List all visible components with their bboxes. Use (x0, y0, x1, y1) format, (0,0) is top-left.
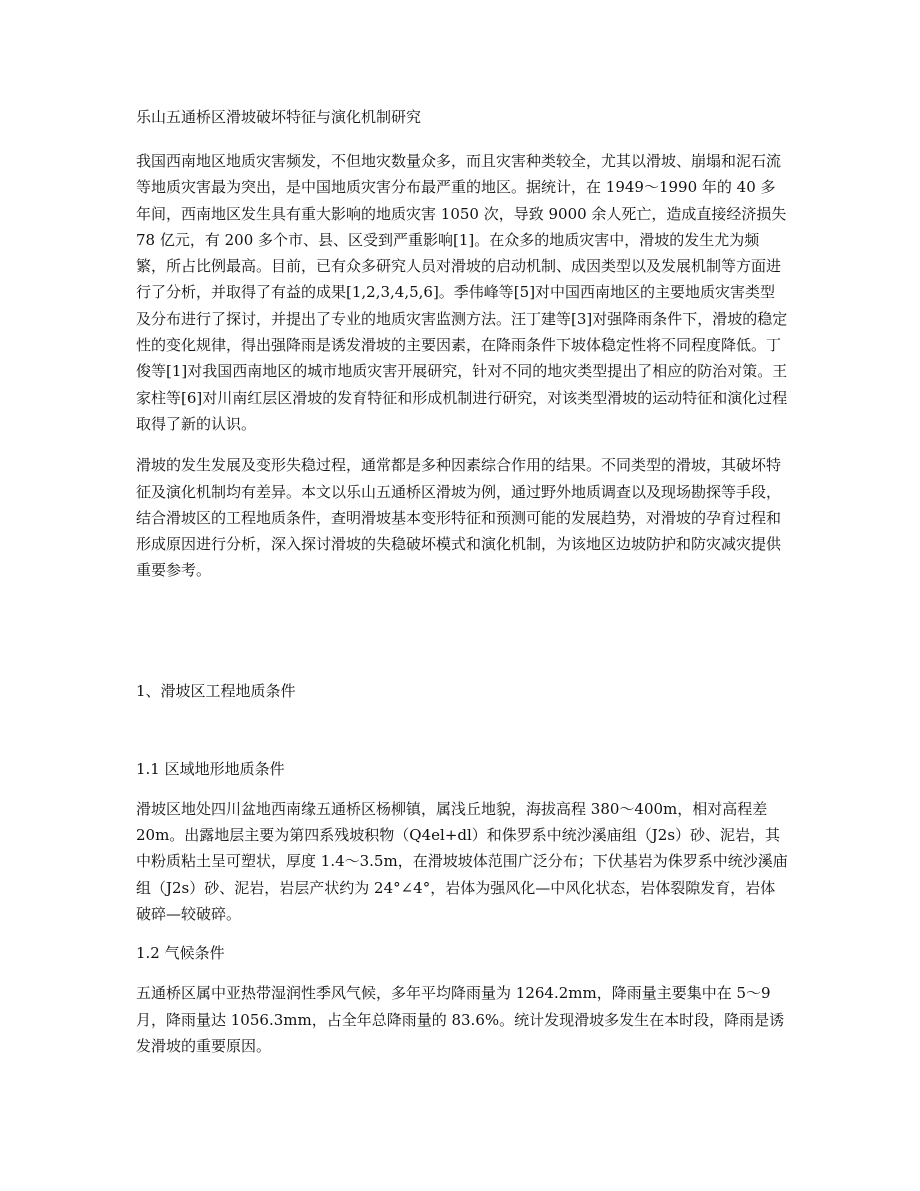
subsection-paragraph-1-1: 滑坡区地处四川盆地西南缘五通桥区杨柳镇，属浅丘地貌，海拔高程 380～400m，相对高程差 20m。出露地层主要为第四系残坡积物（Q4el+dl）和侏罗系中统沙溪庙组（J2s）砂、泥岩，其中粉质粘土呈可塑状，厚度 1.4～3.5m，在滑坡坡体范围广泛分布；下伏基岩为侏罗系中统沙溪庙组（J2s）砂、泥岩，岩层产状约为 24°∠4°，岩体为强风化—中风化状态，岩体裂隙发育，岩体破碎—较破碎。 (136, 799, 788, 923)
document-page (136, 104, 788, 1059)
intro-paragraph-1: 我国西南地区地质灾害频发，不但地灾数量众多，而且灾害种类较全，尤其以滑坡、崩塌和泥石流等地质灾害最为突出，是中国地质灾害分布最严重的地区。据统计，在 1949～1990 年的 40 多年间，西南地区发生具有重大影响的地质灾害 1050 次，导致 9000 余人死亡，造成直接经济损失 78 亿元，有 200 多个市、县、区受到严重影响[1]。在众多的地质灾害中，滑坡的发生尤为频繁，所占比例最高。目前，已有众多研究人员对滑坡的启动机制、成因类型以及发展机制等方面进行了分析，并取得了有益的成果[1,2,3,4,5,6]。季伟峰等[5]对中国西南地区的主要地质灾害类型及分布进行了探讨，并提出了专业的地质灾害监测方法。汪丁建等[3]对强降雨条件下，滑坡的稳定性的变化规律，得出强降雨是诱发滑坡的主要因素，在降雨条件下坡体稳定性将不同程度降低。丁俊等[1]对我国西南地区的城市地质灾害开展研究，针对不同的地灾类型提出了相应的防治对策。王家柱等[6]对川南红层区滑坡的发育特征和形成机制进行研究，对该类型滑坡的运动特征和演化过程取得了新的认识。 (136, 152, 788, 433)
section-heading-1: 1、滑坡区工程地质条件 (136, 681, 296, 700)
subsection-heading-1-1: 1.1 区域地形地质条件 (136, 759, 285, 778)
document-title: 乐山五通桥区滑坡破坏特征与演化机制研究 (136, 108, 422, 126)
intro-paragraph-2: 滑坡的发生发展及变形失稳过程，通常都是多种因素综合作用的结果。不同类型的滑坡，其破坏特征及演化机制均有差异。本文以乐山五通桥区滑坡为例，通过野外地质调查以及现场勘探等手段，结合滑坡区的工程地质条件，查明滑坡基本变形特征和预测可能的发展趋势，对滑坡的孕育过程和形成原因进行分析，深入探讨滑坡的失稳破坏模式和演化机制，为该地区边坡防护和防灾减灾提供重要参考。 (136, 456, 782, 580)
subsection-paragraph-1-2: 五通桥区属中亚热带湿润性季风气候，多年平均降雨量为 1264.2mm，降雨量主要集中在 5～9 月，降雨量达 1056.3mm，占全年总降雨量的 83.6%。统计发现滑坡多发生在本时段，降雨是诱发滑坡的重要原因。 (136, 984, 785, 1055)
subsection-heading-1-2: 1.2 气候条件 (136, 944, 225, 963)
